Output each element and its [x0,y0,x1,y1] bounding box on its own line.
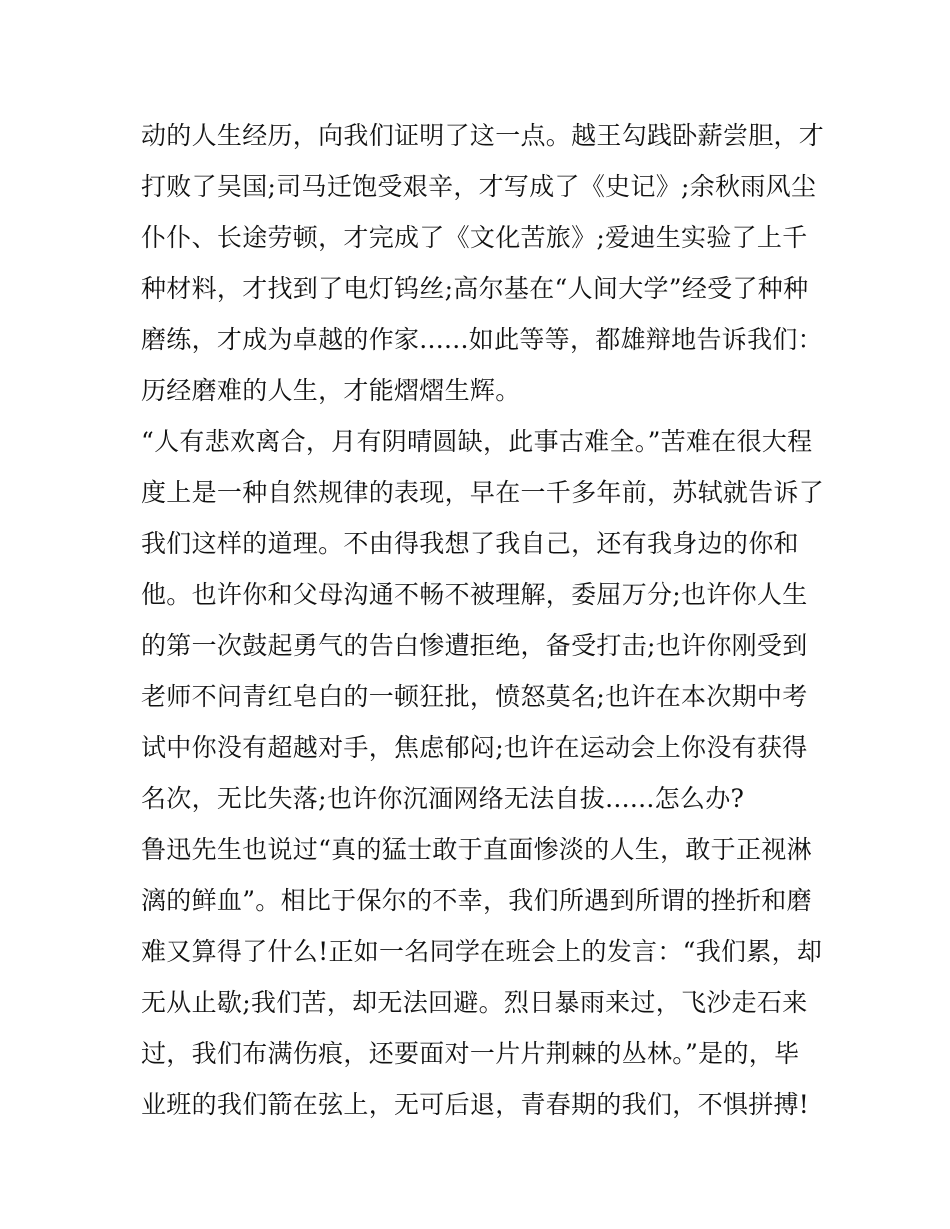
text-line: 我们这样的道理。不由得我想了我自己，还有我身边的你和 [141,529,799,558]
text-line: “人有悲欢离合，月有阴晴圆缺，此事古难全。”苦难在很大程 [141,427,813,456]
text-line: 历经磨难的人生，才能熠熠生辉。 [141,376,521,405]
text-line: 鲁迅先生也说过“真的猛士敢于直面惨淡的人生，敢于正视淋 [141,835,812,864]
essay-text [141,110,825,1130]
text-line: 种材料，才找到了电灯钨丝;高尔基在“人间大学”经受了种种 [141,274,809,303]
text-line: 老师不问青红皂白的一顿狂批，愤怒莫名;也许在本次期中考 [141,682,808,711]
text-line: 业班的我们箭在弦上，无可后退，青春期的我们，不惧拼搏! [141,1090,810,1119]
text-line: 试中你没有超越对手，焦虑郁闷;也许在运动会上你没有获得 [141,733,808,762]
text-line: 动的人生经历，向我们证明了这一点。越王勾践卧薪尝胆，才 [141,121,825,150]
text-line: 仆仆、长途劳顿，才完成了《文化苦旅》;爱迪生实验了上千 [141,223,808,252]
text-line: 无从止歇;我们苦，却无法回避。烈日暴雨来过，飞沙走石来 [141,988,808,1017]
text-line: 他。也许你和父母沟通不畅不被理解，委屈万分;也许你人生 [141,580,808,609]
text-line: 名次，无比失落;也许你沉湎网络无法自拔......怎么办? [141,784,745,813]
text-line: 度上是一种自然规律的表现，早在一千多年前，苏轼就告诉了 [141,478,825,507]
text-line: 磨练，才成为卓越的作家......如此等等，都雄辩地告诉我们： [141,325,823,354]
text-line: 的第一次鼓起勇气的告白惨遭拒绝，备受打击;也许你刚受到 [141,631,808,660]
text-line: 打败了吴国;司马迁饱受艰辛，才写成了《史记》;余秋雨风尘 [141,172,817,201]
text-line: 漓的鲜血”。相比于保尔的不幸，我们所遇到所谓的挫折和磨 [141,886,812,915]
text-line: 难又算得了什么!正如一名同学在班会上的发言：“我们累，却 [141,937,823,966]
text-line: 过，我们布满伤痕，还要面对一片片荆棘的丛林。”是的，毕 [141,1039,800,1068]
